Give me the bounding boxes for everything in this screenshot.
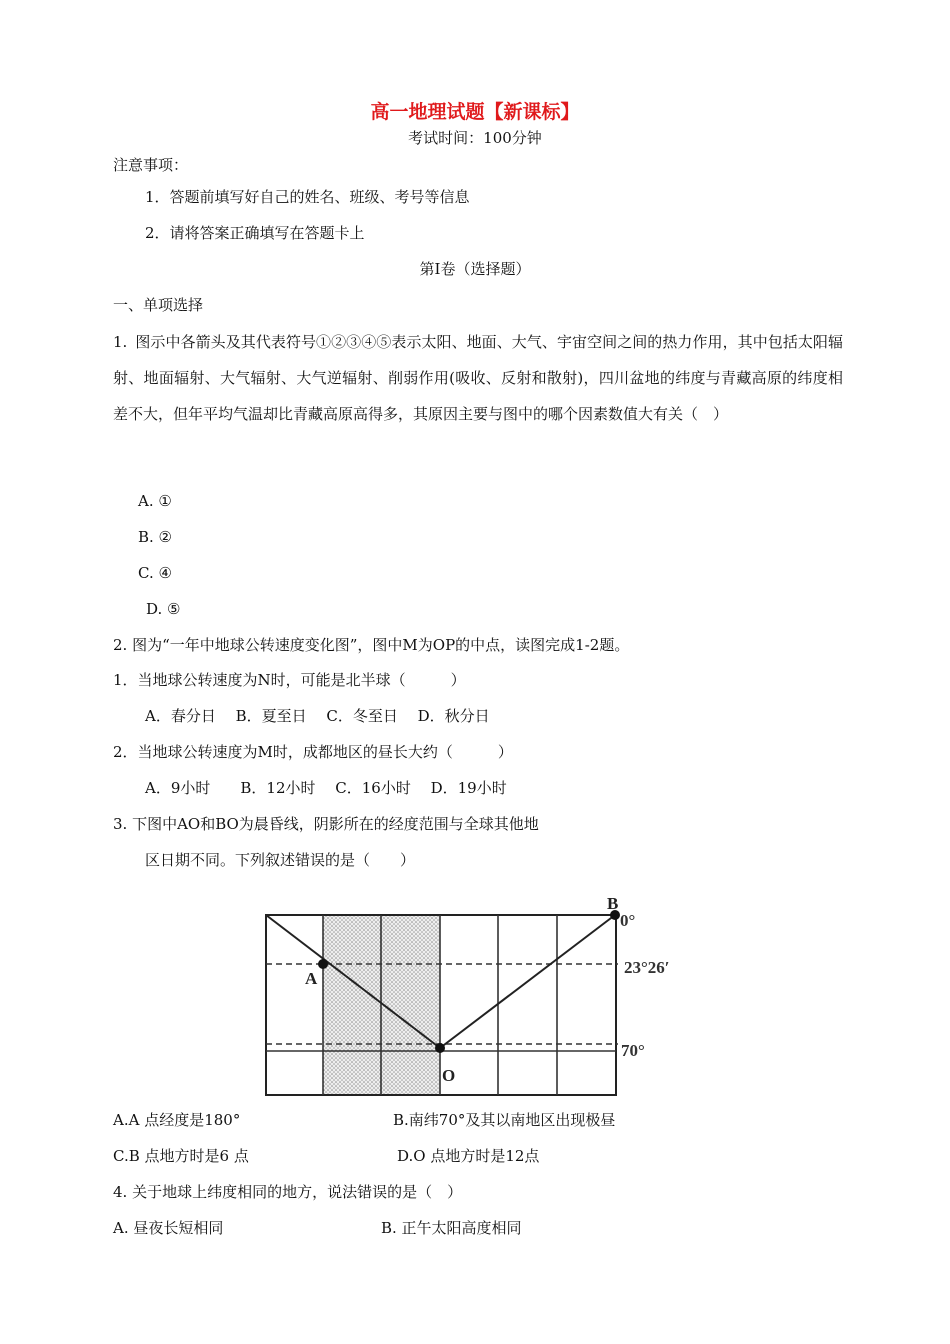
- exam-time: 考试时间：100分钟: [408, 129, 542, 147]
- question-2-sub1: 1．当地球公转速度为N时，可能是北半球（ ）: [113, 671, 466, 689]
- point-a-label: A: [305, 969, 318, 988]
- q1-option-d: D. ⑤: [146, 600, 181, 618]
- notice-item-2: 2．请将答案正确填写在答题卡上: [145, 224, 365, 242]
- q1-option-c: C. ④: [138, 564, 172, 582]
- question-1: [113, 324, 843, 432]
- q4-option-a: A. 昼夜长短相同: [113, 1219, 224, 1237]
- point-a-dot: [318, 959, 328, 969]
- point-o-dot: [435, 1043, 445, 1053]
- volume-title: 第I卷（选择题）: [419, 260, 531, 278]
- terminator-diagram: [243, 881, 707, 1101]
- question-3-line-1: 3. 下图中AO和BO为晨昏线，阴影所在的经度范围与全球其他地: [113, 815, 539, 833]
- question-2-stem: 2. 图为“一年中地球公转速度变化图”，图中M为OP的中点，读图完成1-2题。: [113, 636, 630, 654]
- point-b-label: B: [607, 894, 619, 913]
- point-o-label: O: [442, 1066, 456, 1085]
- question-4-stem: 4. 关于地球上纬度相同的地方，说法错误的是（ ）: [113, 1183, 463, 1201]
- latitude-0-label: 0°: [620, 911, 636, 930]
- latitude-dashed-lines: [266, 964, 618, 1044]
- section-title: 一、单项选择: [113, 296, 204, 314]
- q3-option-b: B.南纬70°及其以南地区出现极昼: [393, 1111, 616, 1129]
- exam-title: 高一地理试题【新课标】: [370, 101, 580, 123]
- q1-option-b: B. ②: [138, 528, 173, 546]
- latitude-2326-label: 23°26′: [624, 958, 670, 977]
- diagram-frame: [266, 915, 616, 1095]
- question-1-stem: 图示中各箭头及其代表符号①②③④⑤表示太阳、地面、大气、宇宙空间之间的热力作用，其中包括太阳辐射、地面辐射、大气辐射、大气逆辐射、削弱作用(吸收、反射和散射)，四川盆地的纬度与青藏高原的纬度相差不大，但年平均气温却比青藏高原高得多，其原因主要与图中的哪个因素数值大有关（ ）: [113, 333, 843, 423]
- q4-option-b: B. 正午太阳高度相同: [381, 1219, 522, 1237]
- q3-option-d: D.O 点地方时是12点: [397, 1147, 540, 1165]
- question-2-sub1-options: A．春分日 B．夏至日 C．冬至日 D．秋分日: [145, 707, 490, 725]
- notice-heading: 注意事项：: [113, 156, 189, 174]
- latitude-70-label: 70°: [621, 1041, 645, 1060]
- question-2-sub2-options: A．9小时 B．12小时 C．16小时 D．19小时: [145, 779, 507, 797]
- notice-item-1: 1．答题前填写好自己的姓名、班级、考号等信息: [145, 188, 470, 206]
- q3-option-c: C.B 点地方时是6 点: [113, 1147, 249, 1165]
- question-2-sub2: 2．当地球公转速度为M时，成都地区的昼长大约（ ）: [113, 743, 513, 761]
- question-3-line-2: 区日期不同。下列叙述错误的是（ ）: [145, 851, 416, 869]
- q1-option-a: A. ①: [138, 492, 172, 510]
- question-1-number: 1.: [113, 333, 128, 351]
- q3-option-a: A.A 点经度是180°: [113, 1111, 241, 1129]
